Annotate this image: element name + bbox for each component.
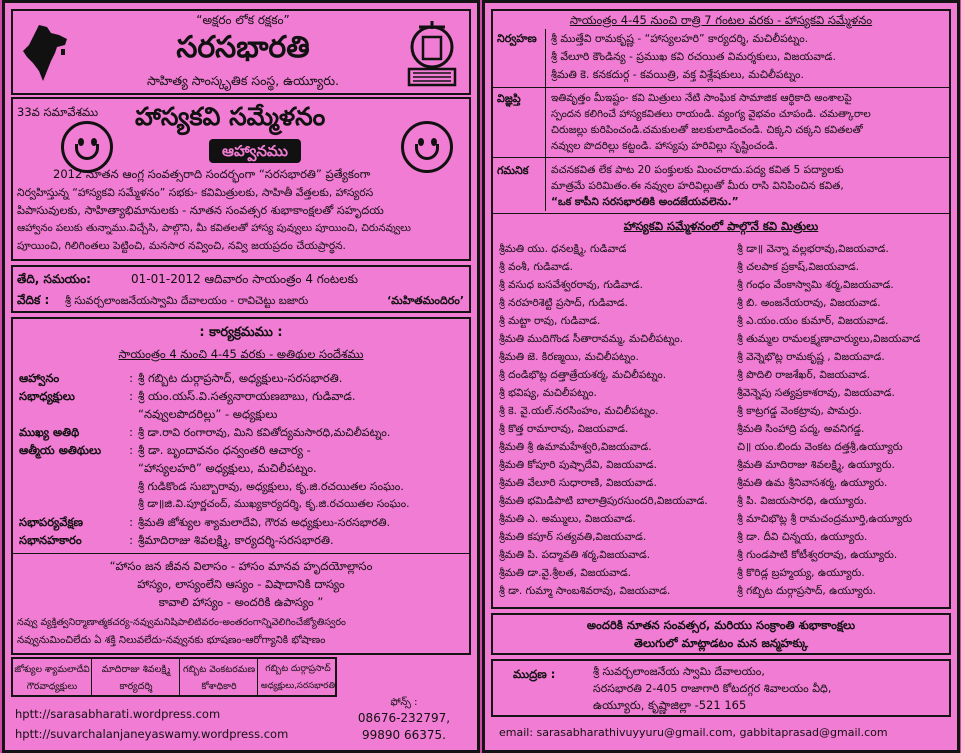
- program-key: సభానహకారం: [19, 533, 82, 547]
- poet-name: శ్రీ కొత్త రామారావు, విజయవాడ.: [499, 423, 629, 435]
- program-key: [19, 461, 124, 476]
- poet-name: శ్రీమతి కపూర్ సత్యవతి,విజయవాడ.: [499, 531, 647, 543]
- meeting-number: 33వ సమావేశము: [17, 105, 99, 119]
- website-link[interactable]: hptt://sarasabharati.wordpress.com: [15, 707, 221, 721]
- signatory-name: మాదిరాజు శివలక్ష్మి: [101, 664, 171, 675]
- poet-name: శ్రీమతి సింహాద్రి పద్మ, అవనిగడ్డ.: [737, 423, 865, 435]
- signature-box: [11, 657, 337, 697]
- invite-label: ఆహ్వానము: [222, 142, 288, 160]
- program-value: “నవ్వులపొదరిల్లు” - అధ్యక్షులు: [138, 407, 278, 421]
- poet-name: శ్రీ పి. విజయసారధి, ఉయ్యూరు.: [737, 495, 867, 507]
- program-value: శ్రీ డా॥జి.వి.పూర్ణచంద్, ముఖ్యకార్యదర్శి, కృ.జి.రచయితల సంఘం.: [138, 498, 410, 510]
- venue-hall: ‘మహితమందిరం’: [387, 294, 464, 307]
- poet-name: శ్రీ చలపాక ప్రకాష్,విజయవాడ.: [737, 261, 860, 273]
- venue-value: శ్రీ సువర్చలాంజనేయస్వామి దేవాలయం - రావిచెట్టు బజారు: [65, 294, 309, 307]
- poet-name: శ్రీ పొదిలి రాజశేఖర్, విజయవాడ.: [737, 369, 871, 381]
- date-value: 01-01-2012 ఆదివారం సాయంత్రం 4 గంటలకు: [131, 272, 359, 286]
- website-link[interactable]: hptt://suvarchalanjaneyaswamy.wordpress.com: [15, 727, 289, 741]
- phone-number: 08676-232797,: [357, 711, 451, 725]
- poet-name: శ్రీ వసుధ బసవేశ్వరరావు, గుడివాడ.: [499, 279, 643, 291]
- org-subtitle: సాహిత్య సాంస్కృతిక సంస్థ, ఉయ్యూరు.: [147, 73, 339, 88]
- invite-banner: [209, 139, 301, 163]
- program-key: సభాధ్యక్షులు: [19, 389, 75, 403]
- program-value: శ్రీ గబ్బిట దుర్గాప్రసాద్, అధ్యక్షులు-సరసభారతి.: [138, 371, 343, 385]
- vignapti-line: చిరుజల్లు కురిపించండి.చమకులతో జలకులాడించండి. చిక్కని చక్కని కవితలతో: [551, 124, 863, 136]
- program-row: ముఖ్య అతిథి : శ్రీ డా.రావి రంగారావు, మిని కవితోద్యమసారధి,మచిలీపట్నం.: [19, 425, 391, 439]
- poet-name: శ్రీ కొరిడ్ల బ్రహ్మయ్య, ఉయ్యూరు.: [737, 567, 865, 579]
- vignapti-line: స్పందన కలిగించే హాస్యకవితలు రాయండి. వ్యంగ్య వైభవం చూపండి. చమత్కారాల: [551, 109, 871, 120]
- program-value: శ్రీ యం.యస్.వి.సత్యనారాయణబాబు, గుడివాడ.: [138, 389, 356, 403]
- gamanika-line: వచనకవిత లేక పాట 20 పంక్తులకు మించరాదు.పద్య కవిత 5 పద్యాలకు: [551, 164, 844, 176]
- invitation-box: [11, 97, 471, 261]
- poet-name: శ్రీమతి ముదిగొండ సీతారావమ్మ, మచిలీపట్నం.: [499, 333, 684, 345]
- india-map-icon: [21, 23, 73, 85]
- vignapti-label: విజ్ఞప్తి: [497, 92, 521, 105]
- poet-name: శ్రీ వెన్నెభొట్ల రామకృష్ణ , విజయవాడ.: [737, 351, 885, 363]
- poet-name: శ్రీ డా॥ వెన్నా వల్లభరావు,విజయవాడ.: [737, 243, 889, 255]
- signatory-name: జోశ్యుల శ్యామలాదేవి: [14, 664, 90, 675]
- venue-label: వేదిక :: [17, 293, 50, 307]
- poet-name: శ్రీ తుమ్మల రామలక్ష్మణాచార్యులు,విజయవాడ: [737, 333, 921, 345]
- poet-name: శ్రీమతి కోపూరి పుష్పాదేవి, విజయవాడ.: [499, 459, 657, 471]
- poet-name: శ్రీమతి పి. పద్మావతి శర్మ,విజయవాడ.: [499, 549, 651, 561]
- date-venue-box: [11, 265, 471, 313]
- program-key: [19, 479, 124, 494]
- signatory-role: అధ్యక్షులు,సరసభారతి: [260, 681, 336, 691]
- address-line: సరసభారతి 2-405 రాజాగారి కోటదగ్గర శివాలయం వీధి,: [593, 682, 832, 695]
- poet-name: శ్రీ కాట్రగడ్డ వెంకట్రావు, పామర్రు.: [737, 405, 862, 417]
- poet-name: శ్రీ గంధం వేంకాస్వామి శర్మ,విజయవాడ.: [737, 279, 894, 291]
- poet-name: శ్రీ భవిష్య, మచిలీపట్నం.: [499, 387, 597, 399]
- email-contact[interactable]: email: sarasabharathivuyyuru@gmail.com, gabbitaprasad@gmail.com: [499, 726, 888, 739]
- greeting-line: అందరికి నూతన సంవత్సర, మరియు సంక్రాంతి శుభాకాంక్షలు: [586, 618, 856, 632]
- poets-title: హాస్యకవి సమ్మేళనంలో పాల్గొనే కవి మిత్రులు: [623, 219, 819, 233]
- program-row: [19, 479, 404, 494]
- poet-name: శ్రీమతి శ్రీ ఉమామహేశ్వరి,విజయవాడ.: [499, 441, 652, 453]
- poet-name: శ్రీమతి భమిడిపాటి బాలాత్రిపురసుందరి,విజయవాడ.: [499, 495, 708, 507]
- program-value: శ్రీ గుడికొండ సుబ్బారావు, అధ్యక్షులు, కృ.జి.రచయితల సంఘం.: [138, 480, 404, 493]
- intro-line-5: పూయించి, గిలిగింతలు పెట్టించి, మనసార నవ్వించి, నవ్వి జయప్రదం చేయప్రార్థన.: [17, 240, 346, 252]
- left-page: [2, 0, 480, 753]
- poet-name: శ్రీమతి ఎ. అమ్ములు, విజయవాడ.: [499, 513, 636, 525]
- nirvahana-line: శ్రీ వేలూరి కౌండిన్య - ప్రముఖ కవి రచయిత విమర్శకులు, విజయవాడ.: [551, 50, 836, 63]
- poet-name: శ్రీ వంశీ, గుడివాడ.: [499, 261, 573, 273]
- program-key: సభాపర్యవేక్షణ: [19, 515, 83, 529]
- session-two: సాయంత్రం 4-45 నుంచి రాత్రి 7 గంటల వరకు - హాస్యకవి సమ్మేళనం: [569, 13, 873, 27]
- intro-line-1: 2012 నూతన ఆంగ్ల సంవత్సరాది సందర్భంగా “సరసభారతి” ప్రత్యేకంగా: [53, 167, 371, 181]
- intro-line-2: నిర్వహిస్తున్న “హాస్యకవి సమ్మేళనం” సభకు- కవిమిత్రులకు, సాహితీ వేత్తలకు, హాస్యరస: [17, 186, 374, 199]
- program-row: ఆత్మీయ అతిథులు : శ్రీ డా. బృందావనం ధన్వంతరి ఆచార్య -: [19, 443, 311, 457]
- phones-label: ఫోన్స్ :: [390, 697, 418, 708]
- program-row: సభాధ్యక్షులు : శ్రీ యం.యస్.వి.సత్యనారాయణబాబు, గుడివాడ.: [19, 389, 356, 403]
- nirvahana-line: శ్రీమతి కె. కనకదుర్గ - కవయిత్రి, వక్త విశ్లేషకులు, మచిలీపట్నం.: [551, 68, 804, 81]
- poet-name: శ్రీ కె. వై.యల్.నరసింహం, మచిలీపట్నం.: [499, 405, 659, 417]
- poet-name: శ్రీ గబ్బిట దుర్గాప్రసాద్, ఉయ్యూరు.: [737, 585, 876, 597]
- intro-line-3: పిపాసువులకు, సాహిత్యాభిమానులకు - నూతన సంవత్సర శుభాకాంక్షలతో సహృదయ: [17, 204, 384, 217]
- divider: [13, 553, 469, 554]
- poet-name: శ్రీమతి డా.వై.శ్రీలత, విజయవాడ.: [499, 567, 632, 579]
- program-row: సభాపర్యవేక్షణ : శ్రీమతి జోశ్యుల శ్యామలాదేవి, గౌరవ అధ్యక్షులు-సరసభారతి.: [19, 515, 391, 529]
- address-line: శ్రీ సువర్చలాంజనేయ స్వామి దేవాలయం,: [593, 665, 765, 678]
- poet-name: శ్రీ దండిభొట్ల దత్తాత్రేయశర్మ, మచిలీపట్నం.: [499, 369, 667, 381]
- poet-name: శ్రీమతి యు. ధనలక్ష్మి, గుడివాడ: [499, 243, 627, 255]
- poet-name: శ్రీ బి. అంజనేయరావు, విజయవాడ.: [737, 297, 881, 309]
- poet-name: శ్రీ మట్టా రావు, గుడివాడ.: [499, 315, 601, 327]
- program-key: [19, 407, 124, 422]
- program-value: శ్రీ డా.రావి రంగారావు, మిని కవితోద్యమసారధి,మచిలీపట్నం.: [138, 426, 391, 439]
- poet-name: శ్రీ మాచిభొట్ల శ్రీ రామచంద్రమూర్తి,ఉయ్యూరు: [737, 513, 913, 525]
- greeting-line: తెలుగులో మాట్లాడటం మన జన్మహక్కు: [634, 636, 808, 650]
- program-row: [19, 497, 409, 512]
- poet-name: శ్రీమతి వేలూరి సుధారాణి, విజయవాడ.: [499, 477, 657, 489]
- temple-logo-icon: [401, 19, 463, 89]
- gamanika-label: గమనిక: [497, 164, 529, 177]
- program-key: ఆహ్వానం: [19, 371, 60, 385]
- quote-line-1: నవ్వు వ్యక్తిత్వనిర్మాణాత్మకచర్య-నవ్వుమనిషిపాలిటివరం-అంతరంగాన్నివెలిగించేజ్యోతిస్వరం: [17, 617, 346, 628]
- program-key: [19, 497, 124, 512]
- program-value: శ్రీ డా. బృందావనం ధన్వంతరి ఆచార్య -: [138, 443, 311, 457]
- program-row: ఆహ్వానం : శ్రీ గబ్బిట దుర్గాప్రసాద్, అధ్యక్షులు-సరసభారతి.: [19, 371, 343, 385]
- vignapti-line: నవ్వుల పొదరిల్లు కట్టండి. హాస్యపు హరివిల్లు సృష్టించండి.: [551, 140, 778, 152]
- poet-name: శ్రీ నరహరిశెట్టి ప్రసాద్, గుడివాడ.: [499, 297, 629, 309]
- poet-name: శ్రీవెన్నెపు సత్యప్రకాశరావు, విజయవాడ.: [737, 387, 895, 399]
- program-box: [11, 317, 471, 655]
- signatory-role: కార్యదర్శి: [119, 681, 153, 692]
- date-label: తేది, సమయం:: [17, 272, 91, 286]
- nirvahana-label: నిర్వహణ: [497, 32, 537, 45]
- poem-line-1: “హాసం జన జీవన విలాసం - హాసం మానవ హృదయోల్లాసం: [109, 559, 373, 573]
- program-key: ముఖ్య అతిథి: [19, 425, 80, 439]
- nirvahana-line: శ్రీ ముత్తేవి రామకృష్ణ - “హాస్యలహరి” కార్యదర్శి, మచిలీపట్నం.: [551, 32, 809, 45]
- signatory-name: గబ్బిట వెంకటరమణ: [182, 664, 256, 675]
- program-row: సభానహకారం : శ్రీమాదిరాజు శివలక్ష్మి, కార్యదర్శి-సరసభారతి.: [19, 533, 334, 547]
- session-one: సాయంత్రం 4 నుంచి 4-45 వరకు - అతిథుల సందేశము: [118, 347, 364, 361]
- program-value: శ్రీమాదిరాజు శివలక్ష్మి, కార్యదర్శి-సరసభారతి.: [138, 533, 334, 547]
- phone-number: 99890 66375.: [362, 728, 446, 742]
- signatory-name: గబ్బిట దుర్గాప్రసాద్: [265, 664, 331, 674]
- header-box: [11, 9, 471, 95]
- signatory-role: గౌరవాధ్యక్షులు: [26, 681, 78, 692]
- address-line: ఉయ్యూరు, కృష్ణాజిల్లా -521 165: [593, 698, 747, 712]
- program-key: ఆత్మీయ అతిథులు: [19, 443, 102, 457]
- gamanika-line: “ఒక కాపీని సరసభారతికి అందజేయవలెను.”: [551, 196, 739, 208]
- vignapti-line: ఇతివృత్తం మీఇష్టం- కవి మిత్రులు నేటి సాంఘిక సామాజిక ఆర్థికాది అంశాలపై: [551, 92, 852, 104]
- poet-name: శ్రీమతి మాదిరాజు శివలక్ష్మి, ఉయ్యూరు.: [737, 459, 895, 471]
- mudrana-label: ముద్రణ :: [513, 667, 556, 681]
- poem-line-3: కావాలి హాస్యం - అందరికి ఉపాస్యం ”: [158, 595, 324, 609]
- greetings-box: [491, 613, 951, 655]
- motto: “అక్షరం లోక రక్షకం”: [196, 13, 290, 27]
- program-row: [19, 461, 317, 476]
- poet-name: శ్రీమతి జె. కిరణ్మయి, మచిలీపట్నం.: [499, 351, 639, 363]
- poet-name: శ్రీ డా. గుమ్మా సాంబశివరావు, విజయవాడ.: [499, 585, 671, 597]
- kavi-sammelanam-box: [491, 9, 951, 609]
- gamanika-line: మాత్రమే పరిమితం.ఈ నవ్వుల హరివిల్లుతో మీరు రాసి వినిపించిన కవిత,: [551, 180, 844, 192]
- org-name: సరసభారతి: [176, 30, 310, 65]
- signatory-role: కోశాధికారి: [201, 681, 237, 692]
- poet-name: శ్రీమతి ఉమ శ్రీనివాసశర్మ, ఉయ్యూరు.: [737, 477, 888, 489]
- program-value: శ్రీమతి జోశ్యుల శ్యామలాదేవి, గౌరవ అధ్యక్షులు-సరసభారతి.: [138, 516, 391, 529]
- quote-line-2: నవ్వునుమించిలేదు ఏ శక్తి నిలువలేదు-నవ్వునకు భూషణం-ఆరోగ్యానికి భోషాణం: [17, 635, 326, 646]
- poet-name: శ్రీ డా. దీవి చిన్నయ, ఉయ్యూరు.: [737, 531, 868, 543]
- poet-name: చి॥ యం.బిందు వెంకట దత్తశ్రీ,ఉయ్యూరు: [737, 441, 903, 453]
- program-row: [19, 407, 277, 422]
- program-title: : కార్యక్రమము :: [199, 325, 283, 340]
- program-value: “హాస్యలహరి” అధ్యక్షులు, మచిలీపట్నం.: [138, 461, 317, 475]
- event-title: హాస్యకవి సమ్మేళనం: [135, 102, 326, 131]
- poet-name: శ్రీ ఎ.యం.యం కుమార్, విజయవాడ.: [737, 315, 889, 327]
- right-page: [482, 0, 960, 753]
- smiley-face-icon: [61, 121, 113, 173]
- printing-box: [491, 659, 951, 717]
- smiley-face-icon: [401, 121, 453, 173]
- poem-line-2: హాస్యం, లాస్యంలేని ఆస్యం - విషాదానికి దాస్యం: [137, 577, 345, 591]
- poet-name: శ్రీ గుండపాటి కోటీశ్వరరావు, ఉయ్యూరు.: [737, 549, 898, 561]
- intro-line-4: ఆహ్వానం పలుకు తున్నాము.విచ్చేసి, పాల్గొని, మీ కవితలతో హాస్య పువ్వులు పూయించి, చిరునవ్వులు: [17, 223, 411, 234]
